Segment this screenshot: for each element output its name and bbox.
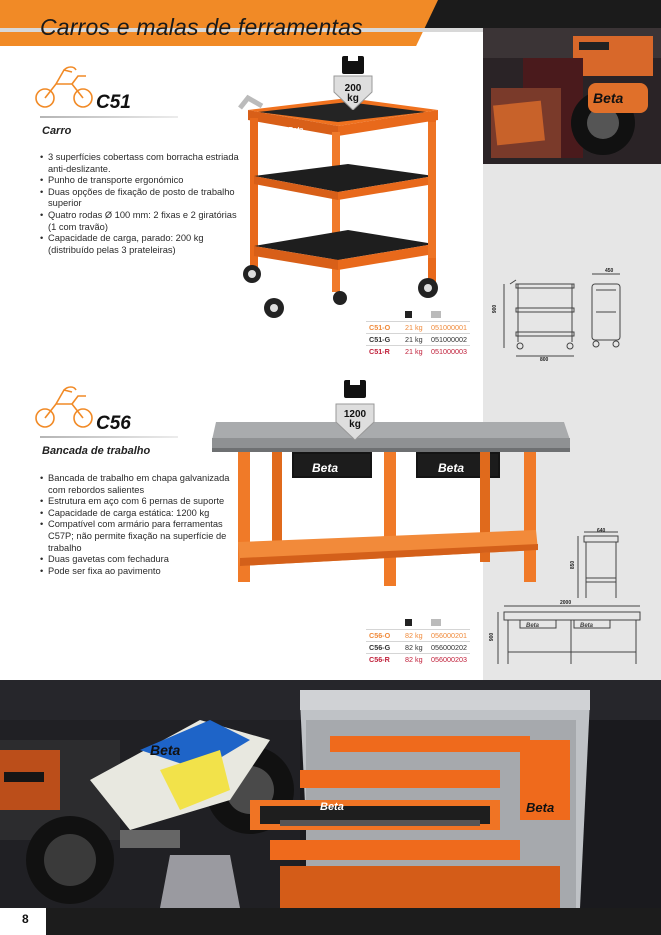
svg-text:Beta: Beta bbox=[320, 801, 344, 813]
feature-item: • Punho de transporte ergonómico bbox=[40, 175, 246, 187]
load-unit: kg bbox=[349, 419, 361, 430]
svg-text:Beta: Beta bbox=[438, 461, 465, 475]
variant-article: 056000203 bbox=[428, 654, 470, 666]
svg-text:Beta: Beta bbox=[312, 461, 339, 475]
footer-bar bbox=[0, 908, 661, 935]
weight-small-icon bbox=[405, 619, 412, 626]
c56-workbench-image bbox=[212, 418, 572, 590]
svg-text:Beta: Beta bbox=[526, 623, 540, 629]
table-row bbox=[366, 334, 470, 346]
c51-cart-image bbox=[228, 88, 454, 324]
variants-table bbox=[366, 310, 470, 357]
motorbike-icon bbox=[34, 384, 96, 432]
variant-article: 056000201 bbox=[428, 630, 470, 642]
motorbike-toolbox-photo bbox=[0, 680, 661, 908]
variant-code: C51-G bbox=[366, 334, 402, 346]
table-row bbox=[366, 642, 470, 654]
dimension-depth: 450 bbox=[605, 268, 614, 274]
motorbike-icon bbox=[34, 64, 96, 112]
variant-article: 051000002 bbox=[428, 334, 470, 346]
c56-side-drawing bbox=[570, 528, 630, 604]
variant-code: C51-R bbox=[366, 346, 402, 358]
dimension-height: 900 bbox=[489, 632, 496, 642]
page-title: Carros e malas de ferramentas bbox=[40, 14, 363, 40]
feature-item: • Pode ser fixa ao pavimento bbox=[40, 566, 240, 578]
table-row bbox=[366, 654, 470, 666]
svg-text:Beta: Beta bbox=[288, 127, 304, 134]
feature-item: • Bancada de trabalho em chapa galvanizada com rebordos salientes bbox=[40, 473, 240, 496]
variant-article: 056000202 bbox=[428, 642, 470, 654]
svg-text:Beta: Beta bbox=[580, 623, 594, 629]
product-subtitle: Carro bbox=[42, 125, 72, 137]
svg-text:Beta: Beta bbox=[593, 90, 624, 106]
divider bbox=[40, 436, 178, 438]
product-code: C56 bbox=[96, 413, 131, 434]
load-value: 1200 bbox=[343, 409, 367, 420]
variants-table bbox=[366, 618, 470, 665]
variant-code: C56-O bbox=[366, 630, 402, 642]
product-subtitle: Bancada de trabalho bbox=[42, 445, 151, 457]
dimension-width: 800 bbox=[540, 357, 549, 363]
weight-small-icon bbox=[405, 311, 412, 318]
variant-weight: 21 kg bbox=[402, 322, 428, 334]
feature-item: • Capacidade de carga, parado: 200 kg (distribuído pelas 3 prateleiras) bbox=[40, 233, 246, 256]
load-value: 200 bbox=[344, 83, 362, 94]
feature-item: • Duas gavetas com fechadura bbox=[40, 554, 240, 566]
variant-weight: 82 kg bbox=[402, 630, 428, 642]
feature-item: • 3 superfícies cobertass com borracha estriada anti-deslizante. bbox=[40, 152, 246, 175]
product-code: C51 bbox=[96, 92, 131, 113]
variant-code: C56-G bbox=[366, 642, 402, 654]
dimension-depth: 640 bbox=[597, 528, 606, 534]
divider bbox=[40, 116, 178, 118]
load-capacity-badge bbox=[330, 56, 376, 110]
variant-weight: 82 kg bbox=[402, 642, 428, 654]
variant-weight: 21 kg bbox=[402, 334, 428, 346]
barcode-icon bbox=[431, 311, 441, 318]
variant-code: C51-O bbox=[366, 322, 402, 334]
load-capacity-badge bbox=[332, 380, 378, 434]
barcode-icon bbox=[431, 619, 441, 626]
variant-code: C56-R bbox=[366, 654, 402, 666]
table-row bbox=[366, 630, 470, 642]
feature-list bbox=[40, 473, 240, 577]
feature-list bbox=[40, 152, 246, 256]
c51-dimension-drawing bbox=[496, 266, 636, 364]
feature-item: • Estrutura em aço com 6 pernas de suporte bbox=[40, 496, 240, 508]
svg-text:Beta: Beta bbox=[150, 742, 181, 758]
variant-weight: 82 kg bbox=[402, 654, 428, 666]
table-row bbox=[366, 322, 470, 334]
variant-article: 051000001 bbox=[428, 322, 470, 334]
feature-item: • Quatro rodas Ø 100 mm: 2 fixas e 2 giratórias (1 com travão) bbox=[40, 210, 246, 233]
workshop-photo bbox=[483, 28, 661, 164]
variant-weight: 21 kg bbox=[402, 346, 428, 358]
load-unit: kg bbox=[347, 93, 359, 104]
c56-front-drawing bbox=[494, 598, 650, 668]
dimension-width: 2000 bbox=[560, 600, 572, 606]
page-number: 8 bbox=[22, 912, 29, 926]
feature-item: • Compatível com armário para ferramentas C57P; não permite fixação na superfície de trabalho bbox=[40, 519, 240, 554]
dimension-height: 900 bbox=[492, 304, 499, 314]
svg-text:Beta: Beta bbox=[526, 800, 555, 815]
feature-item: • Duas opções de fixação de posto de trabalho superior bbox=[40, 187, 246, 210]
variant-article: 051000003 bbox=[428, 346, 470, 358]
feature-item: • Capacidade de carga estática: 1200 kg bbox=[40, 508, 240, 520]
dimension-leg: 850 bbox=[570, 560, 577, 570]
table-row bbox=[366, 346, 470, 358]
